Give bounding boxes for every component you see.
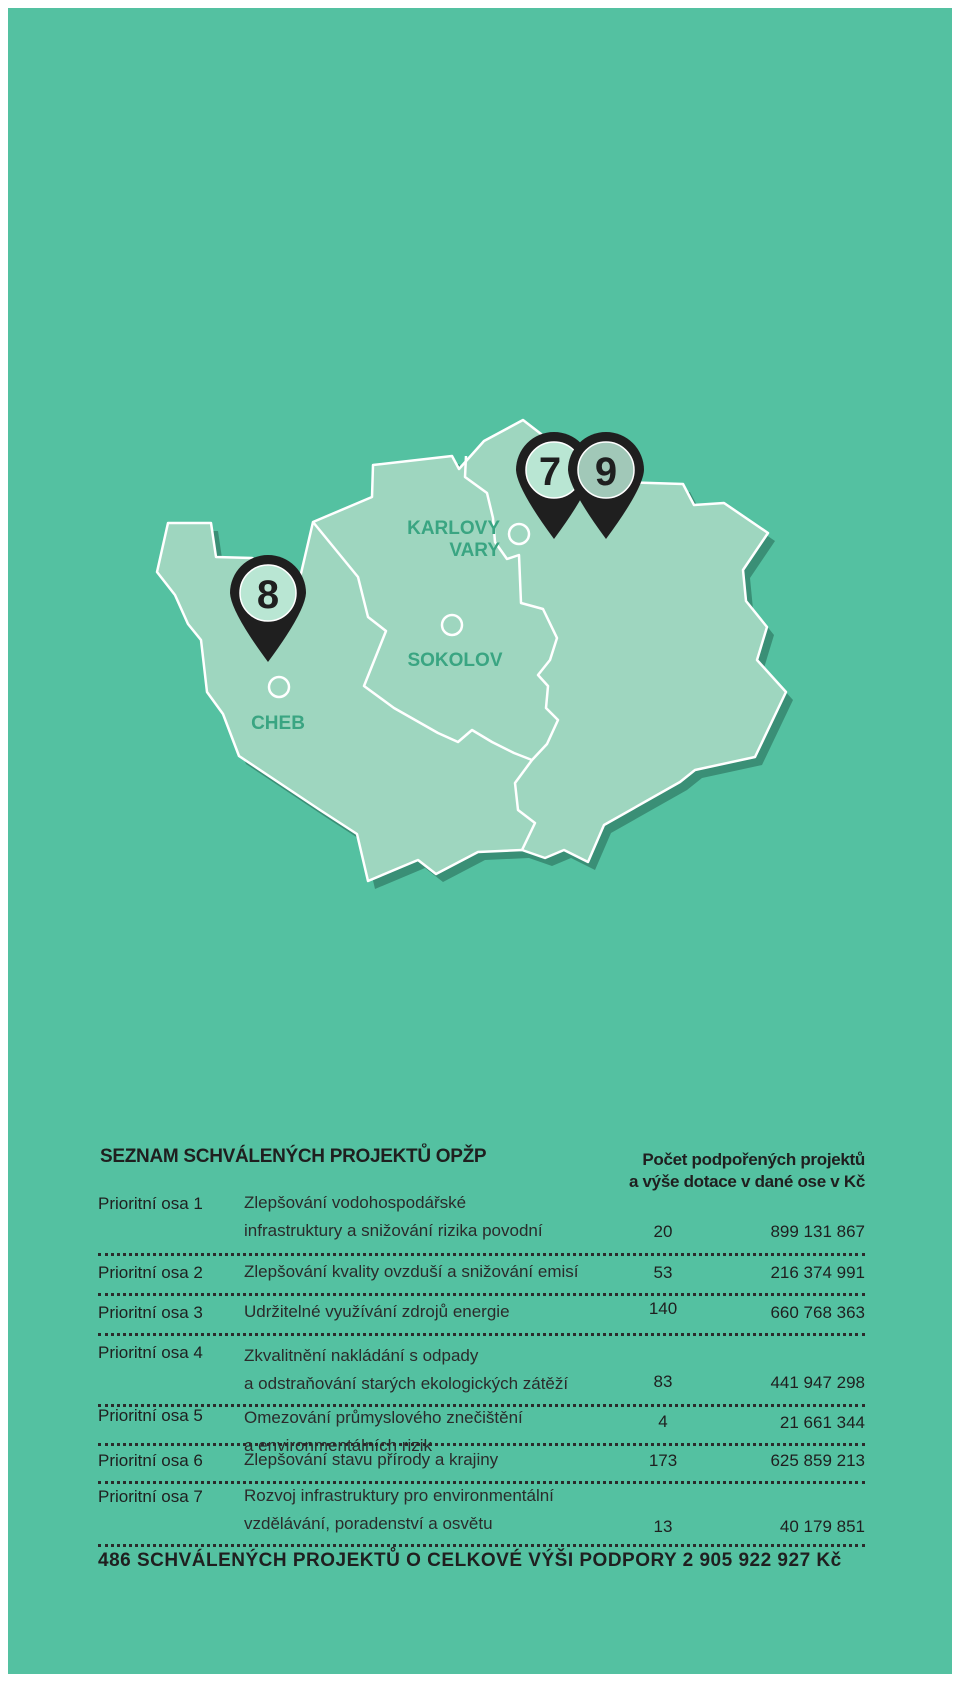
- row-4-count: 83: [653, 1372, 673, 1391]
- row-4-desc-line2: a odstraňování starých ekologických zátěží: [244, 1374, 569, 1393]
- pin-9-number: 9: [594, 450, 618, 494]
- table-header-line1: Počet podpořených projektů: [642, 1150, 865, 1169]
- row-4-amount: 441 947 298: [770, 1373, 865, 1392]
- total-summary: 486 SCHVÁLENÝCH PROJEKTŮ O CELKOVÉ VÝŠI PODPORY 2 905 922 927 Kč: [98, 1550, 842, 1571]
- city-label-cheb: CHEB: [251, 713, 305, 734]
- city-label-karlovy-vary-2: VARY: [449, 540, 500, 561]
- pin-8-number: 8: [256, 573, 280, 617]
- row-7-desc-line2: vzdělávání, poradenství a osvětu: [244, 1514, 493, 1533]
- row-5-desc-line2: a environmentálních rizik: [244, 1436, 433, 1455]
- row-3-count: 140: [648, 1299, 678, 1318]
- row-1-desc-line2: infrastruktury a snižování rizika povodní: [244, 1221, 543, 1240]
- row-1-axis: Prioritní osa 1: [98, 1194, 203, 1213]
- row-2-count: 53: [653, 1263, 673, 1282]
- row-6-count: 173: [648, 1451, 678, 1470]
- row-3-desc-line1: Udržitelné využívání zdrojů energie: [244, 1302, 510, 1321]
- row-2-desc-line1: Zlepšování kvality ovzduší a snižování emisí: [244, 1262, 579, 1281]
- row-5-axis: Prioritní osa 5: [98, 1406, 203, 1425]
- row-2-axis: Prioritní osa 2: [98, 1263, 203, 1282]
- row-4-axis: Prioritní osa 4: [98, 1343, 203, 1362]
- city-label-karlovy-vary: KARLOVY: [407, 518, 500, 539]
- row-5-desc-line1: Omezování průmyslového znečištění: [244, 1408, 523, 1427]
- row-6-amount: 625 859 213: [770, 1451, 865, 1470]
- pin-7-number: 7: [538, 450, 562, 494]
- row-1-amount: 899 131 867: [770, 1222, 865, 1241]
- row-1-desc-line1: Zlepšování vodohospodářské: [244, 1193, 467, 1212]
- row-7-count: 13: [653, 1517, 673, 1536]
- table-title: SEZNAM SCHVÁLENÝCH PROJEKTŮ OPŽP: [100, 1146, 487, 1167]
- row-6-desc-line1: Zlepšování stavu přírody a krajiny: [244, 1450, 499, 1469]
- row-7-amount: 40 179 851: [779, 1517, 865, 1536]
- row-7-desc-line1: Rozvoj infrastruktury pro environmentální: [244, 1486, 554, 1505]
- table-header-line2: a výše dotace v dané ose v Kč: [628, 1172, 865, 1191]
- row-5-count: 4: [658, 1412, 668, 1431]
- row-3-amount: 660 768 363: [770, 1303, 865, 1322]
- row-6-axis: Prioritní osa 6: [98, 1451, 203, 1470]
- row-4-desc-line1: Zkvalitnění nakládání s odpady: [244, 1346, 479, 1365]
- city-label-sokolov: SOKOLOV: [407, 650, 503, 671]
- row-1-count: 20: [653, 1222, 673, 1241]
- row-3-axis: Prioritní osa 3: [98, 1303, 203, 1322]
- row-5-amount: 21 661 344: [779, 1413, 865, 1432]
- row-7-axis: Prioritní osa 7: [98, 1487, 203, 1506]
- row-2-amount: 216 374 991: [770, 1263, 865, 1282]
